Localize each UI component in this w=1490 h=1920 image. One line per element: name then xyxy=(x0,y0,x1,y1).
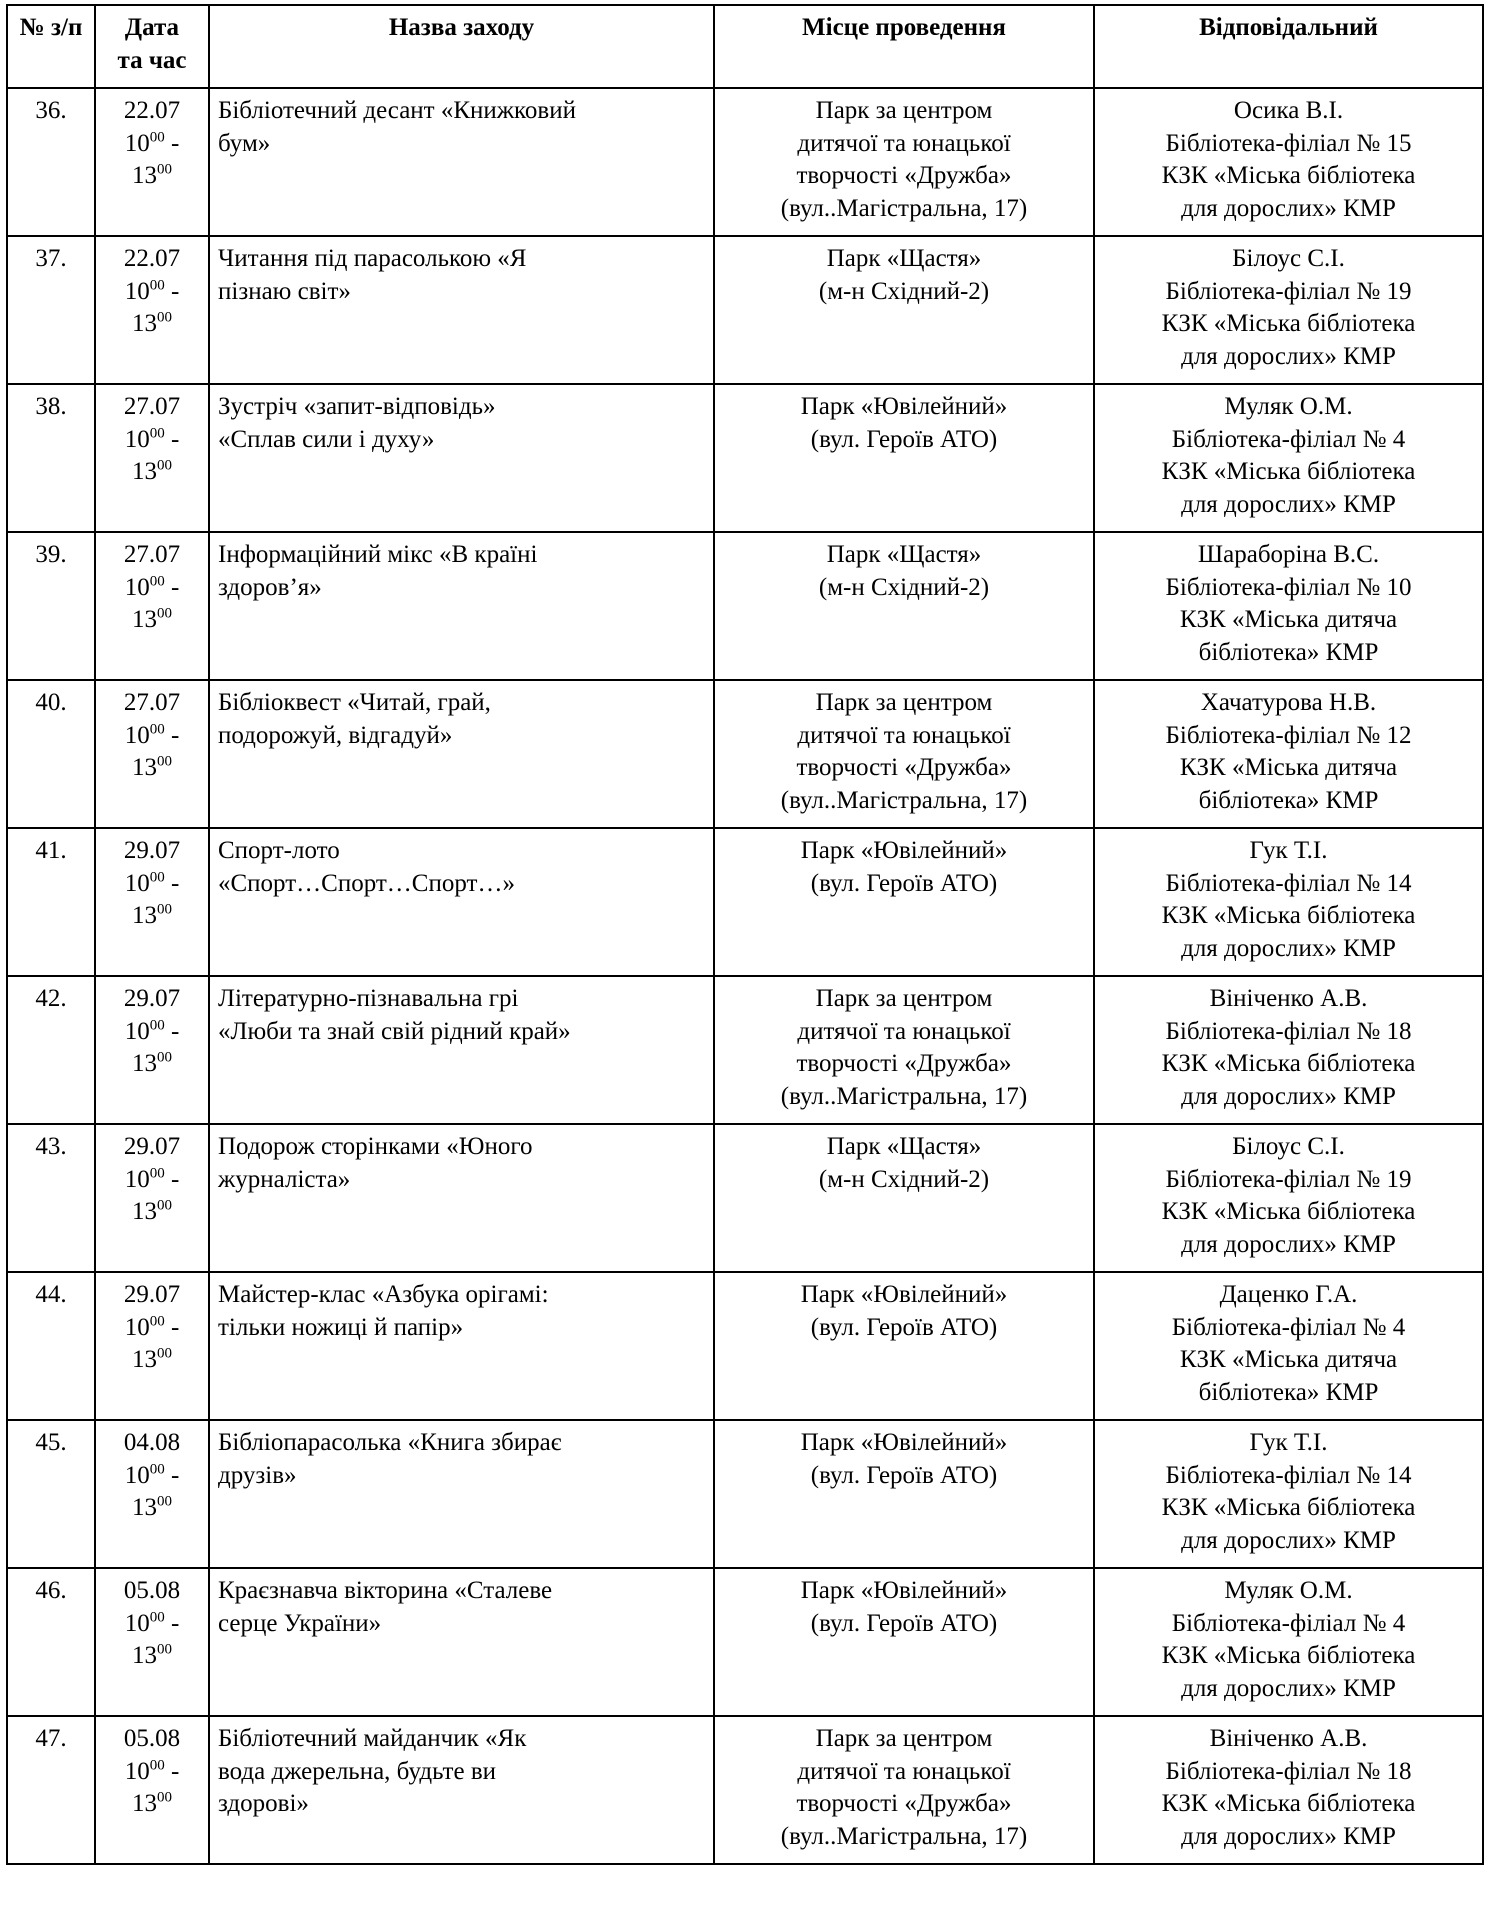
column-header-number: № з/п xyxy=(7,5,95,88)
place-line: творчості «Дружба» xyxy=(796,1790,1012,1817)
cell-place xyxy=(714,680,1094,828)
place-line: Парк «Ювілейний» xyxy=(800,1429,1008,1456)
event-name-line: Бібліотечний десант «Книжковий xyxy=(218,97,576,124)
cell-event-name xyxy=(209,680,714,828)
table-row xyxy=(7,532,1483,680)
event-name-line: Краєзнавча вікторина «Сталеве xyxy=(218,1577,553,1604)
event-name-line: здоров’я» xyxy=(218,573,322,601)
place-line: дитячої та юнацької xyxy=(797,129,1011,157)
cell-event-name xyxy=(209,236,714,384)
responsible-line: для дорослих» КМР xyxy=(1181,1822,1396,1850)
column-header-responsible: Відповідальний xyxy=(1094,5,1483,88)
cell-time-end xyxy=(104,1196,200,1229)
cell-event-name xyxy=(209,1420,714,1568)
cell-time-start: $10^{00}$ - xyxy=(124,425,180,453)
time-end-minutes: 00 xyxy=(157,901,172,918)
cell-number: 45. xyxy=(7,1420,95,1568)
time-start-hour: 10 xyxy=(124,1165,150,1193)
place-line: (м-н Східний-2) xyxy=(818,1165,990,1193)
place-line: Парк «Ювілейний» xyxy=(800,1281,1008,1308)
time-start-hour: 10 xyxy=(124,721,150,749)
responsible-line: для дорослих» КМР xyxy=(1181,1230,1396,1258)
responsible-line: Бібліотека-філіал № 12 xyxy=(1165,721,1412,749)
responsible-line: для дорослих» КМР xyxy=(1181,934,1396,962)
place-line: Парк «Ювілейний» xyxy=(800,1577,1008,1604)
cell-event-name xyxy=(209,384,714,532)
cell-time-start: $10^{00}$ - xyxy=(124,1609,180,1637)
place-line: (вул. Героїв АТО) xyxy=(810,869,998,897)
cell-time-start: $10^{00}$ - xyxy=(124,277,180,305)
event-name-line: журналіста» xyxy=(218,1165,351,1193)
responsible-line: Бібліотека-філіал № 14 xyxy=(1165,1461,1412,1489)
table-body xyxy=(7,88,1483,1864)
cell-place xyxy=(714,1272,1094,1420)
event-name-line: Зустріч «запит-відповідь» xyxy=(218,393,496,420)
responsible-line: КЗК «Міська бібліотека xyxy=(1161,1642,1416,1669)
cell-event-name xyxy=(209,1716,714,1864)
cell-responsible xyxy=(1094,236,1483,384)
responsible-line: КЗК «Міська бібліотека xyxy=(1161,1198,1416,1225)
responsible-line: КЗК «Міська дитяча xyxy=(1179,1346,1398,1373)
cell-date-time xyxy=(95,1124,209,1272)
responsible-line: Бібліотека-філіал № 18 xyxy=(1165,1017,1412,1045)
event-name-line: бум» xyxy=(218,129,271,157)
cell-event-name xyxy=(209,1124,714,1272)
cell-time-end xyxy=(104,752,200,785)
responsible-line: Бібліотека-філіал № 4 xyxy=(1171,425,1406,453)
time-end-hour: 13 xyxy=(132,162,157,189)
cell-number: 41. xyxy=(7,828,95,976)
place-line: Парк «Щастя» xyxy=(826,1133,982,1160)
responsible-line: Бібліотека-філіал № 10 xyxy=(1165,573,1412,601)
cell-number: 38. xyxy=(7,384,95,532)
cell-time-end xyxy=(104,604,200,637)
cell-event-name xyxy=(209,1568,714,1716)
cell-date-time xyxy=(95,1716,209,1864)
event-name-line: Бібліопарасолька «Книга збирає xyxy=(218,1429,562,1456)
cell-place xyxy=(714,1420,1094,1568)
cell-number: 39. xyxy=(7,532,95,680)
cell-responsible xyxy=(1094,828,1483,976)
responsible-line: бібліотека» КМР xyxy=(1198,1378,1379,1406)
responsible-line: Бібліотека-філіал № 14 xyxy=(1165,869,1412,897)
responsible-line: Вініченко А.В. xyxy=(1209,985,1368,1012)
cell-time-end xyxy=(104,456,200,489)
time-start-hour: 10 xyxy=(124,1017,150,1045)
time-start-hour: 10 xyxy=(124,1757,150,1785)
cell-responsible xyxy=(1094,1716,1483,1864)
event-name-line: Подорож сторінками «Юного xyxy=(218,1133,533,1160)
time-end-minutes: 00 xyxy=(157,1345,172,1362)
place-line: (вул. Героїв АТО) xyxy=(810,1461,998,1489)
place-line: (вул..Магістральна, 17) xyxy=(780,194,1028,222)
cell-event-name xyxy=(209,976,714,1124)
column-header-event-name: Назва заходу xyxy=(209,5,714,88)
responsible-line: Білоус С.І. xyxy=(1232,1133,1345,1160)
table-row xyxy=(7,1124,1483,1272)
cell-event-name xyxy=(209,1272,714,1420)
cell-place xyxy=(714,88,1094,236)
events-schedule-table xyxy=(6,4,1484,1865)
cell-number: 37. xyxy=(7,236,95,384)
table-row xyxy=(7,384,1483,532)
event-name-line: здорові» xyxy=(218,1790,309,1817)
table-row xyxy=(7,976,1483,1124)
place-line: (вул. Героїв АТО) xyxy=(810,1313,998,1341)
responsible-line: Бібліотека-філіал № 19 xyxy=(1165,1165,1412,1193)
cell-responsible xyxy=(1094,680,1483,828)
cell-event-name xyxy=(209,828,714,976)
place-line: (вул. Героїв АТО) xyxy=(810,1609,998,1637)
time-start-minutes: 00 xyxy=(149,425,165,442)
event-name-line: пізнаю світ» xyxy=(218,277,351,305)
event-name-line: подорожуй, відгадуй» xyxy=(218,721,453,749)
responsible-line: КЗК «Міська дитяча xyxy=(1179,754,1398,781)
responsible-line: Гук Т.І. xyxy=(1249,837,1328,864)
cell-place xyxy=(714,532,1094,680)
cell-date-time xyxy=(95,1420,209,1568)
cell-responsible xyxy=(1094,976,1483,1124)
time-end-minutes: 00 xyxy=(157,1493,172,1510)
place-line: (м-н Східний-2) xyxy=(818,573,990,601)
time-start-hour: 10 xyxy=(124,1461,150,1489)
cell-date-day: 05.08 xyxy=(123,1577,181,1604)
cell-time-start: $10^{00}$ - xyxy=(124,1313,180,1341)
responsible-line: Гук Т.І. xyxy=(1249,1429,1328,1456)
event-name-line: Бібліоквест «Читай, грай, xyxy=(218,689,491,716)
cell-date-time xyxy=(95,680,209,828)
place-line: Парк «Щастя» xyxy=(826,245,982,272)
event-name-line: «Сплав сили і духу» xyxy=(218,425,435,453)
event-name-line: Спорт-лото xyxy=(218,837,340,864)
time-start-hour: 10 xyxy=(124,1609,150,1637)
time-end-minutes: 00 xyxy=(157,753,172,770)
time-end-hour: 13 xyxy=(132,754,157,781)
place-line: (м-н Східний-2) xyxy=(818,277,990,305)
column-header-place: Місце проведення xyxy=(714,5,1094,88)
time-end-minutes: 00 xyxy=(157,1789,172,1806)
place-line: Парк «Щастя» xyxy=(826,541,982,568)
cell-place xyxy=(714,236,1094,384)
column-header-date xyxy=(95,5,209,88)
cell-date-day: 22.07 xyxy=(123,245,181,272)
time-end-minutes: 00 xyxy=(157,1197,172,1214)
responsible-line: Бібліотека-філіал № 4 xyxy=(1171,1313,1406,1341)
responsible-line: Вініченко А.В. xyxy=(1209,1725,1368,1752)
responsible-line: КЗК «Міська бібліотека xyxy=(1161,310,1416,337)
responsible-line: Муляк О.М. xyxy=(1224,1577,1353,1604)
cell-responsible xyxy=(1094,1124,1483,1272)
responsible-line: для дорослих» КМР xyxy=(1181,1082,1396,1110)
responsible-line: Даценко Г.А. xyxy=(1219,1281,1358,1308)
cell-number: 44. xyxy=(7,1272,95,1420)
time-start-minutes: 00 xyxy=(149,1757,165,1774)
responsible-line: для дорослих» КМР xyxy=(1181,1526,1396,1554)
cell-responsible xyxy=(1094,532,1483,680)
cell-place xyxy=(714,1568,1094,1716)
cell-number: 47. xyxy=(7,1716,95,1864)
time-end-hour: 13 xyxy=(132,1790,157,1817)
time-start-minutes: 00 xyxy=(149,1461,165,1478)
table-row xyxy=(7,1272,1483,1420)
column-header-date-line1: Дата xyxy=(124,14,180,41)
cell-time-end xyxy=(104,900,200,933)
cell-event-name xyxy=(209,532,714,680)
responsible-line: Хачатурова Н.В. xyxy=(1200,689,1377,716)
event-name-line: Літературно-пізнавальна грі xyxy=(218,985,519,1012)
responsible-line: Білоус С.І. xyxy=(1232,245,1345,272)
cell-time-end xyxy=(104,308,200,341)
cell-responsible xyxy=(1094,88,1483,236)
cell-responsible xyxy=(1094,1568,1483,1716)
place-line: Парк «Ювілейний» xyxy=(800,837,1008,864)
time-end-minutes: 00 xyxy=(157,605,172,622)
event-name-line: Майстер-клас «Азбука орігамі: xyxy=(218,1281,549,1308)
cell-date-day: 29.07 xyxy=(123,1133,181,1160)
cell-number: 43. xyxy=(7,1124,95,1272)
place-line: (вул. Героїв АТО) xyxy=(810,425,998,453)
time-start-hour: 10 xyxy=(124,277,150,305)
cell-event-name xyxy=(209,88,714,236)
responsible-line: КЗК «Міська бібліотека xyxy=(1161,1050,1416,1077)
event-name-line: Інформаційний мікс «В країні xyxy=(218,541,538,568)
cell-place xyxy=(714,384,1094,532)
responsible-line: для дорослих» КМР xyxy=(1181,342,1396,370)
time-start-minutes: 00 xyxy=(149,1017,165,1034)
cell-time-start: $10^{00}$ - xyxy=(124,1017,180,1045)
event-name-line: тільки ножиці й папір» xyxy=(218,1313,464,1341)
responsible-line: бібліотека» КМР xyxy=(1198,786,1379,814)
cell-number: 40. xyxy=(7,680,95,828)
cell-time-end xyxy=(104,1048,200,1081)
time-start-minutes: 00 xyxy=(149,1313,165,1330)
responsible-line: Бібліотека-філіал № 19 xyxy=(1165,277,1412,305)
cell-time-end xyxy=(104,1344,200,1377)
cell-date-time xyxy=(95,1568,209,1716)
cell-number: 42. xyxy=(7,976,95,1124)
cell-date-day: 27.07 xyxy=(123,393,181,420)
time-start-hour: 10 xyxy=(124,1313,150,1341)
cell-responsible xyxy=(1094,384,1483,532)
cell-number: 36. xyxy=(7,88,95,236)
responsible-line: Бібліотека-філіал № 15 xyxy=(1165,129,1412,157)
cell-time-start: $10^{00}$ - xyxy=(124,1757,180,1785)
time-end-hour: 13 xyxy=(132,902,157,929)
cell-time-start: $10^{00}$ - xyxy=(124,721,180,749)
time-end-hour: 13 xyxy=(132,310,157,337)
place-line: дитячої та юнацької xyxy=(797,1017,1011,1045)
cell-date-time xyxy=(95,236,209,384)
responsible-line: КЗК «Міська дитяча xyxy=(1179,606,1398,633)
time-start-hour: 10 xyxy=(124,129,150,157)
cell-date-day: 29.07 xyxy=(123,837,181,864)
time-end-minutes: 00 xyxy=(157,309,172,326)
cell-time-start: $10^{00}$ - xyxy=(124,129,180,157)
cell-responsible xyxy=(1094,1420,1483,1568)
responsible-line: для дорослих» КМР xyxy=(1181,490,1396,518)
place-line: Парк «Ювілейний» xyxy=(800,393,1008,420)
event-name-line: «Люби та знай свій рідний край» xyxy=(218,1017,571,1045)
time-start-minutes: 00 xyxy=(149,1165,165,1182)
cell-date-day: 05.08 xyxy=(123,1725,181,1752)
place-line: (вул..Магістральна, 17) xyxy=(780,1082,1028,1110)
responsible-line: Муляк О.М. xyxy=(1224,393,1353,420)
cell-date-day: 29.07 xyxy=(123,1281,181,1308)
cell-time-start: $10^{00}$ - xyxy=(124,573,180,601)
cell-time-end xyxy=(104,160,200,193)
header-row xyxy=(7,5,1483,88)
table-row xyxy=(7,236,1483,384)
table-row xyxy=(7,680,1483,828)
place-line: Парк за центром xyxy=(815,1725,993,1752)
table-row xyxy=(7,88,1483,236)
time-end-minutes: 00 xyxy=(157,161,172,178)
cell-time-end xyxy=(104,1640,200,1673)
table-header xyxy=(7,5,1483,88)
responsible-line: Осика В.І. xyxy=(1233,97,1344,124)
cell-date-time xyxy=(95,828,209,976)
cell-date-day: 27.07 xyxy=(123,541,181,568)
time-end-hour: 13 xyxy=(132,458,157,485)
event-name-line: Читання під парасолькою «Я xyxy=(218,245,527,272)
cell-date-day: 29.07 xyxy=(123,985,181,1012)
table-row xyxy=(7,1420,1483,1568)
cell-date-day: 04.08 xyxy=(123,1429,181,1456)
time-end-hour: 13 xyxy=(132,606,157,633)
time-end-minutes: 00 xyxy=(157,1641,172,1658)
cell-place xyxy=(714,1124,1094,1272)
responsible-line: Шарабopіна В.С. xyxy=(1197,541,1380,568)
time-end-hour: 13 xyxy=(132,1494,157,1521)
time-end-hour: 13 xyxy=(132,1346,157,1373)
column-header-date-line2: та час xyxy=(117,46,187,74)
place-line: творчості «Дружба» xyxy=(796,1050,1012,1077)
time-start-hour: 10 xyxy=(124,425,150,453)
time-start-minutes: 00 xyxy=(149,129,165,146)
time-start-hour: 10 xyxy=(124,869,150,897)
cell-time-start: $10^{00}$ - xyxy=(124,1461,180,1489)
place-line: творчості «Дружба» xyxy=(796,162,1012,189)
cell-time-end xyxy=(104,1492,200,1525)
cell-date-time xyxy=(95,88,209,236)
place-line: творчості «Дружба» xyxy=(796,754,1012,781)
event-name-line: серце України» xyxy=(218,1609,382,1637)
place-line: Парк за центром xyxy=(815,689,993,716)
event-name-line: вода джерельна, будьте ви xyxy=(218,1757,497,1785)
time-end-minutes: 00 xyxy=(157,457,172,474)
time-start-minutes: 00 xyxy=(149,573,165,590)
place-line: дитячої та юнацької xyxy=(797,1757,1011,1785)
responsible-line: КЗК «Міська бібліотека xyxy=(1161,458,1416,485)
cell-place xyxy=(714,828,1094,976)
cell-place xyxy=(714,1716,1094,1864)
responsible-line: Бібліотека-філіал № 4 xyxy=(1171,1609,1406,1637)
cell-time-end xyxy=(104,1788,200,1821)
event-name-line: «Спорт…Спорт…Спорт…» xyxy=(218,869,515,897)
place-line: (вул..Магістральна, 17) xyxy=(780,1822,1028,1850)
table-row xyxy=(7,828,1483,976)
responsible-line: Бібліотека-філіал № 18 xyxy=(1165,1757,1412,1785)
cell-number: 46. xyxy=(7,1568,95,1716)
table-row xyxy=(7,1568,1483,1716)
event-name-line: друзів» xyxy=(218,1461,297,1489)
responsible-line: для дорослих» КМР xyxy=(1181,1674,1396,1702)
time-end-minutes: 00 xyxy=(157,1049,172,1066)
time-end-hour: 13 xyxy=(132,1050,157,1077)
place-line: (вул..Магістральна, 17) xyxy=(780,786,1028,814)
cell-time-start: $10^{00}$ - xyxy=(124,1165,180,1193)
table-row xyxy=(7,1716,1483,1864)
cell-responsible xyxy=(1094,1272,1483,1420)
event-name-line: Бібліотечний майданчик «Як xyxy=(218,1725,527,1752)
place-line: Парк за центром xyxy=(815,97,993,124)
responsible-line: КЗК «Міська бібліотека xyxy=(1161,1494,1416,1521)
responsible-line: КЗК «Міська бібліотека xyxy=(1161,162,1416,189)
cell-time-start: $10^{00}$ - xyxy=(124,869,180,897)
cell-date-time xyxy=(95,1272,209,1420)
responsible-line: бібліотека» КМР xyxy=(1198,638,1379,666)
time-end-hour: 13 xyxy=(132,1198,157,1225)
time-start-minutes: 00 xyxy=(149,277,165,294)
cell-date-time xyxy=(95,976,209,1124)
cell-place xyxy=(714,976,1094,1124)
cell-date-day: 27.07 xyxy=(123,689,181,716)
time-end-hour: 13 xyxy=(132,1642,157,1669)
responsible-line: для дорослих» КМР xyxy=(1181,194,1396,222)
cell-date-time xyxy=(95,532,209,680)
time-start-minutes: 00 xyxy=(149,1609,165,1626)
responsible-line: КЗК «Міська бібліотека xyxy=(1161,902,1416,929)
cell-date-day: 22.07 xyxy=(123,97,181,124)
time-start-minutes: 00 xyxy=(149,721,165,738)
time-start-minutes: 00 xyxy=(149,869,165,886)
place-line: Парк за центром xyxy=(815,985,993,1012)
time-start-hour: 10 xyxy=(124,573,150,601)
cell-date-time xyxy=(95,384,209,532)
place-line: дитячої та юнацької xyxy=(797,721,1011,749)
responsible-line: КЗК «Міська бібліотека xyxy=(1161,1790,1416,1817)
